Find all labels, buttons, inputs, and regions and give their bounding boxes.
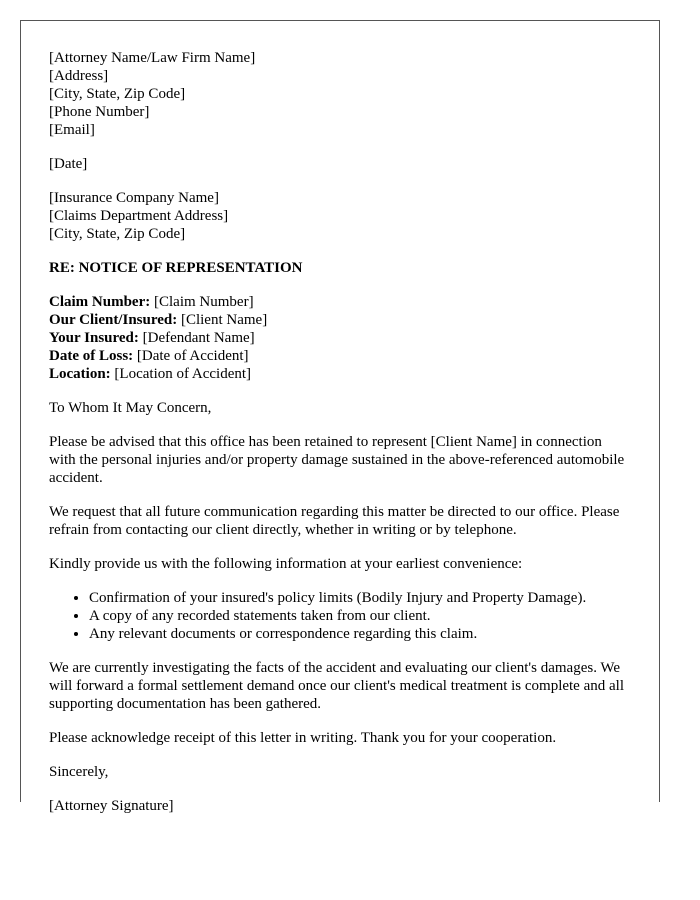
recipient-line: [Claims Department Address] <box>49 208 229 224</box>
recipient-line: [Insurance Company Name] <box>49 190 219 206</box>
date-text: [Date] <box>49 156 88 172</box>
letter-page <box>20 20 660 814</box>
list-item: • Any relevant documents or correspondence regarding this claim. <box>89 625 629 643</box>
your-insured-label: Your Insured: <box>49 330 139 346</box>
claim-number-label: Claim Number: <box>49 294 151 310</box>
paragraph-communication: We request that all future communication regarding this matter be directed to our office. Please refrain from contacting our client directly, whether in writing or by telephone. <box>49 504 620 538</box>
your-insured <box>49 329 629 347</box>
sender-address <box>49 49 629 139</box>
letter-content <box>49 49 629 831</box>
recipient-line: [City, State, Zip Code] <box>49 226 186 242</box>
client-insured-value: [Client Name] <box>177 312 268 328</box>
paragraph-retained: Please be advised that this office has been retained to represent [Client Name] in connection with the personal injuries and/or property damage sustained in the above-referenced automobile accident. <box>49 434 625 486</box>
client-insured-label: Our Client/Insured: <box>49 312 178 328</box>
letter-date <box>49 155 629 173</box>
date-of-loss-label: Date of Loss: <box>49 348 134 364</box>
subject-line: RE: NOTICE OF REPRESENTATION <box>49 260 303 276</box>
closing: Sincerely, <box>49 764 109 780</box>
date-of-loss-value: [Date of Accident] <box>133 348 249 364</box>
salutation: To Whom It May Concern, <box>49 400 212 416</box>
date-of-loss <box>49 347 629 365</box>
paragraph-acknowledge: Please acknowledge receipt of this letter in writing. Thank you for your cooperation. <box>49 730 557 746</box>
location <box>49 365 629 383</box>
claim-number <box>49 293 629 311</box>
client-insured <box>49 311 629 329</box>
signature: [Attorney Signature] <box>49 798 174 814</box>
location-label: Location: <box>49 366 111 382</box>
sender-line: [Attorney Name/Law Firm Name] <box>49 50 256 66</box>
recipient-address <box>49 189 629 243</box>
location-value: [Location of Accident] <box>110 366 252 382</box>
claim-info <box>49 293 629 383</box>
list-item: • A copy of any recorded statements taken from our client. <box>89 607 629 625</box>
paragraph-request-intro: Kindly provide us with the following information at your earliest convenience: <box>49 556 523 572</box>
your-insured-value: [Defendant Name] <box>138 330 255 346</box>
sender-line: [Address] <box>49 68 109 84</box>
request-list <box>49 589 629 643</box>
list-item: • Confirmation of your insured's policy limits (Bodily Injury and Property Damage). <box>89 589 629 607</box>
sender-line: [Phone Number] <box>49 104 150 120</box>
paragraph-investigation: We are currently investigating the facts of the accident and evaluating our client's damages. We will forward a formal settlement demand once our client's medical treatment is complete and all supporting documentation has been gathered. <box>49 660 624 712</box>
sender-line: [City, State, Zip Code] <box>49 86 186 102</box>
sender-line: [Email] <box>49 122 95 138</box>
claim-number-value: [Claim Number] <box>150 294 254 310</box>
